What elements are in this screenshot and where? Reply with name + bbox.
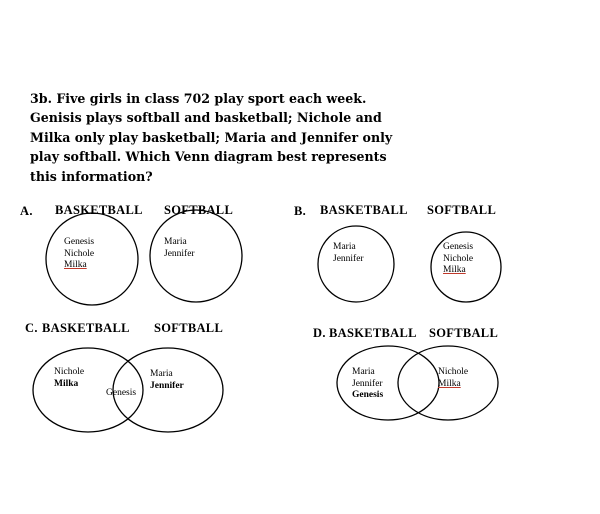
option-c-overlap-names [106,388,136,400]
name-label: Milka [54,378,79,389]
name-label: Maria [333,242,356,252]
option-c-softball-title: SOFTBALL [154,321,224,335]
name-label: Nichole [438,367,469,377]
option-b-letter: B. [294,204,307,218]
name-label: Jennifer [333,253,364,264]
question-line: Milka only play basketball; Maria and Jennifer only [30,129,393,145]
question-line: Genisis plays softball and basketball; Nichole and [30,110,382,126]
name-label: Genesis [443,242,474,252]
question-line: play softball. Which Venn diagram best represents [30,149,387,165]
name-label: Maria [352,367,375,377]
option-d-basketball-title: BASKETBALL [329,326,417,340]
option-a-letter: A. [20,204,33,218]
name-label: Nichole [443,253,474,264]
option-a-basketball-title: BASKETBALL [55,203,143,217]
name-label: Milka [443,265,466,275]
name-label: Milka [438,378,461,389]
name-label: Maria [150,369,173,379]
option-c-basketball-names [54,367,84,390]
name-label: Jennifer [164,248,195,259]
option-a-softball-title: SOFTBALL [164,203,234,217]
option-c-softball-names [150,369,184,392]
name-label: Jennifer [352,378,383,389]
option-d-basketball-names [352,367,383,402]
question-line: this information? [30,168,153,184]
name-label: Milka [64,260,87,270]
name-label: Genesis [352,390,384,400]
name-label: Jennifer [150,380,184,391]
option-a-basketball-names [64,237,94,272]
option-b-basketball-title: BASKETBALL [320,203,408,217]
option-b-basketball-names [333,242,364,265]
name-label: Nichole [64,248,95,259]
name-label: Genesis [106,388,137,398]
option-d-letter: D. [313,326,326,340]
option-c-basketball-title: BASKETBALL [42,321,130,335]
name-label: Maria [164,237,187,247]
option-b-softball-title: SOFTBALL [427,203,497,217]
name-label: Nichole [54,367,85,377]
option-d-softball-names [438,367,468,390]
option-a-softball-names [164,237,195,260]
name-label: Genesis [64,237,95,247]
option-b-softball-names [443,242,473,277]
option-d-softball-title: SOFTBALL [429,326,499,340]
question-line: 3b. Five girls in class 702 play sport each week. [30,91,367,106]
option-c-letter: C. [25,321,38,335]
